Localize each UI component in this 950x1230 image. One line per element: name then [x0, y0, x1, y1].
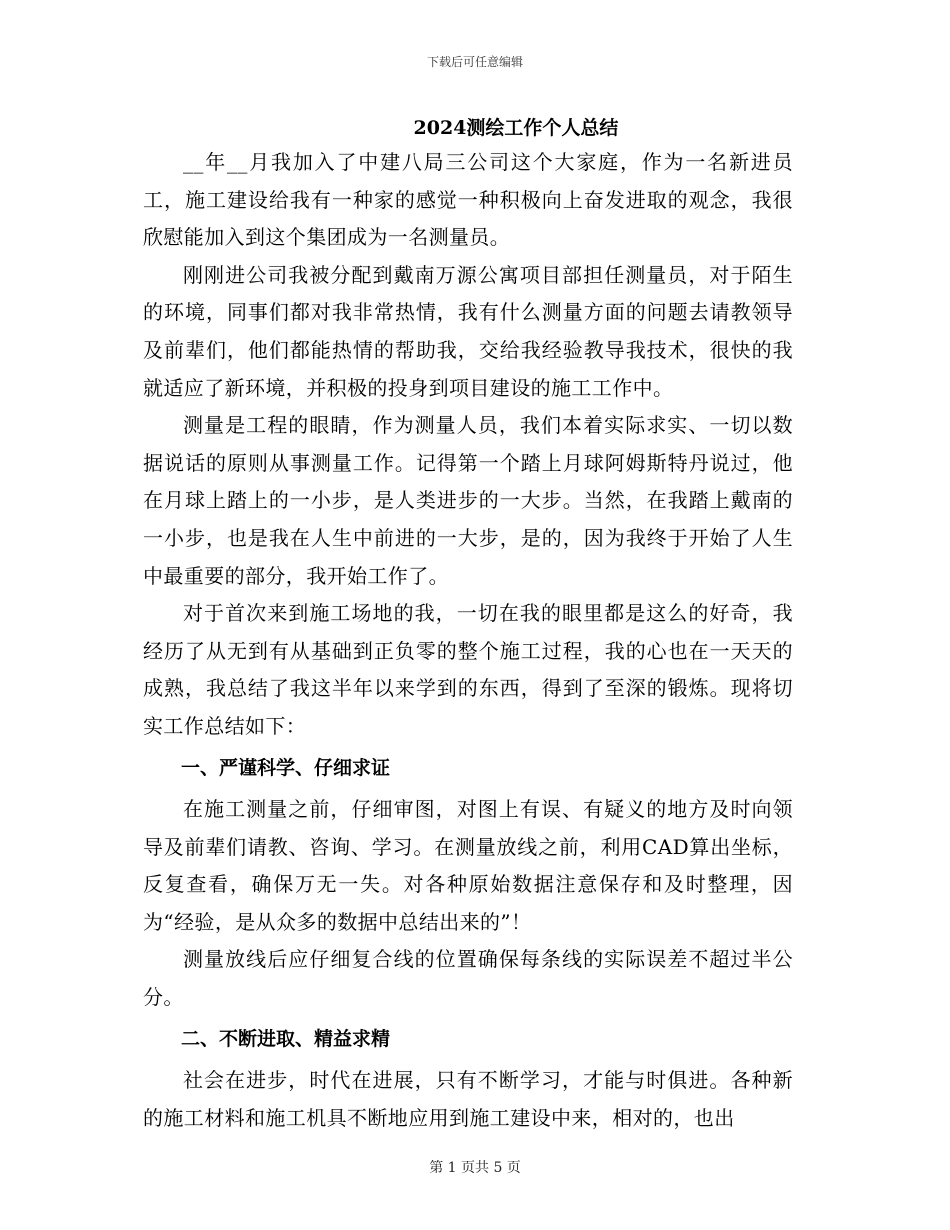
- document-title: 2024测绘工作个人总结: [413, 117, 619, 139]
- section-heading-1: 一、严谨科学、仔细求证: [181, 756, 391, 779]
- page-footer: 第 1 页共 5 页: [429, 1160, 521, 1176]
- paragraph-5: 在施工测量之前，仔细审图，对图上有误、有疑义的地方及时向领导及前辈们请教、咨询、学习。在测量放线之前，利用CAD算出坐标，反复查看，确保万无一失。对各种原始数据注意保存和及时整理，因为“经验，是从众多的数据中总结出来的”！: [143, 797, 793, 934]
- section-heading-2: 二、不断进取、精益求精: [181, 1027, 391, 1050]
- paragraph-6: 测量放线后应仔细复合线的位置确保每条线的实际误差不超过半公分。: [143, 947, 793, 1010]
- paragraph-1: __年__月我加入了中建八局三公司这个大家庭，作为一名新进员工，施工建设给我有一种家的感觉一种积极向上奋发进取的观念，我很欣慰能加入到这个集团成为一名测量员。: [143, 150, 793, 250]
- document-body: [143, 112, 793, 1137]
- page-header: 下载后可任意编辑: [426, 55, 523, 69]
- paragraph-4: 对于首次来到施工场地的我，一切在我的眼里都是这么的好奇，我经历了从无到有从基础到正负零的整个施工过程，我的心也在一天天的成熟，我总结了我这半年以来学到的东西，得到了至深的锻炼。现将切实工作总结如下：: [143, 601, 793, 738]
- paragraph-7: 社会在进步，时代在进展，只有不断学习，才能与时俱进。各种新的施工材料和施工机具不断地应用到施工建设中来，相对的，也出: [143, 1068, 793, 1130]
- paragraph-3: 测量是工程的眼睛，作为测量人员，我们本着实际求实、一切以数据说话的原则从事测量工作。记得第一个踏上月球阿姆斯特丹说过，他在月球上踏上的一小步，是人类进步的一大步。当然，在我踏上戴南的一小步，也是我在人生中前进的一大步，是的，因为我终于开始了人生中最重要的部分，我开始工作了。: [143, 413, 793, 588]
- paragraph-2: 刚刚进公司我被分配到戴南万源公寓项目部担任测量员，对于陌生的环境，同事们都对我非常热情，我有什么测量方面的问题去请教领导及前辈们，他们都能热情的帮助我，交给我经验教导我技术，很快的我就适应了新环境，并积极的投身到项目建设的施工工作中。: [143, 262, 793, 400]
